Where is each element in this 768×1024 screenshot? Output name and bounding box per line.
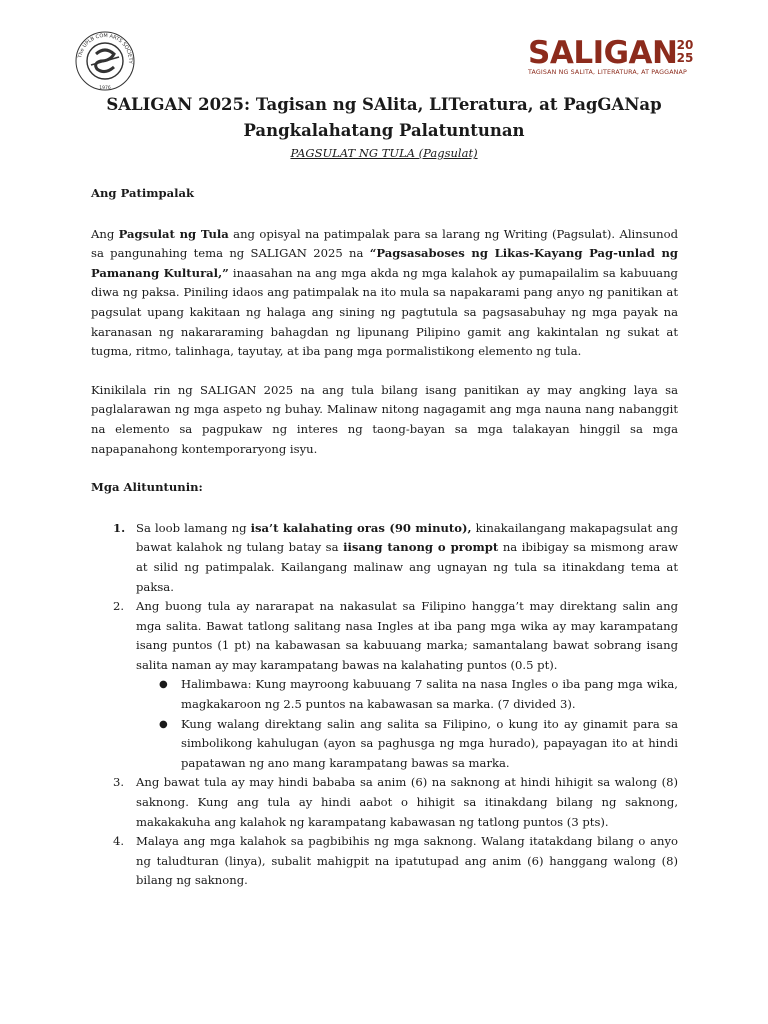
text-run: inaasahan na ang mga akda ng mga kalahok ay pumapailalim sa kabuuang diwa ng paksa. Piniling idaos ang patimpalak na ito mula sa napakarami pang anyo ng panitikan at pagsulat upang kakitaan ng halaga ang sining ng pagtutula sa pagsasabuhay ng mga payak na karanasan ng nakararaming bahagdan ng lipunang Pilipino gamit ang kakintalan ng sukat at tugma, ritmo, talinhaga, tayutay, at iba pang mga pormalistikong elemento ng tula. — [91, 265, 678, 359]
bullet-icon: ● — [159, 679, 168, 691]
list-number: 2. — [113, 599, 125, 614]
list-number: 3. — [113, 775, 125, 790]
bold-text: Pagsulat ng Tula — [118, 226, 229, 241]
rules-list — [91, 519, 678, 891]
document-body — [91, 184, 678, 891]
category-subheading: PAGSULAT NG TULA (Pagsulat) — [290, 146, 478, 160]
text-run: kinakailangang makapagsulat ang bawat kalahok ng tulang batay sa — [136, 520, 678, 555]
sub-list-item — [136, 675, 678, 714]
sub-list-item-text: Kung walang direktang salin ang salita sa Filipino, o kung ito ay ginamit para sa simbolikong kahulugan (ayon sa paghusga ng mga hurado), papayagan ito at hindi papatawan ng ano mang karampatang bawas sa marka. — [181, 716, 678, 770]
bullet-icon: ● — [159, 718, 168, 730]
list-item — [91, 597, 678, 773]
paragraph-second: Kinikilala rin ng SALIGAN 2025 na ang tula bilang isang panitikan ay may angking laya sa paglalarawan ng mga aspeto ng buhay. Malinaw nitong nagagamit ang mga nauna nang nabanggit na elemento sa pagpukaw ng interes ng taong-bayan sa mga talakayan hinggil sa mga napapanahong kontemporaryong isyu. — [91, 382, 678, 456]
saligan-logo-word: SALIGAN — [528, 35, 678, 71]
bold-theme-text: “Pagsasaboses ng Likas-Kayang Pag-unlad ng Pamanang Kultural,” — [91, 246, 678, 280]
list-item — [91, 773, 678, 832]
list-item — [91, 519, 678, 597]
document-subtitle: Pangkalahatang Palatuntunan — [243, 121, 525, 140]
bold-text: iisang tanong o prompt — [343, 540, 499, 555]
list-number: 4. — [113, 834, 125, 849]
sub-list-item-text: Halimbawa: Kung mayroong kabuuang 7 salita na nasa Ingles o iba pang mga wika, magkakaroon ng 2.5 puntos na kabawasan sa marka. (7 divided 3). — [181, 677, 678, 712]
paragraph-intro — [91, 225, 678, 362]
list-item-text: Malaya ang mga kalahok sa pagbibihis ng mga saknong. Walang itatakdang bilang o anyo ng taludturan (linya), subalit mahigpit na ipatutupad ang anim (6) hanggang walong (8) bilang ng saknong. — [136, 834, 678, 888]
list-number: 1. — [113, 520, 126, 535]
seal-year: 1976 — [99, 86, 111, 91]
sub-bullet-list — [136, 675, 678, 773]
section-heading-patimpalak: Ang Patimpalak — [91, 186, 195, 200]
text-run: ang opisyal na patimpalak para sa larang ng Writing (Pagsulat). Alinsunod sa pangunahing tema ng SALIGAN 2025 na — [91, 226, 678, 261]
sub-list-item — [136, 715, 678, 774]
bold-text: isa’t kalahating oras (90 minuto), — [250, 520, 472, 535]
document-title: SALIGAN 2025: Tagisan ng SAlita, LITeratura, at PagGANap — [106, 95, 662, 114]
list-item — [91, 832, 678, 891]
text-run: Sa loob lamang ng — [136, 520, 251, 535]
list-item-text: Ang bawat tula ay may hindi bababa sa anim (6) na saknong at hindi hihigit sa walong (8) saknong. Kung ang tula ay hindi aabot o hihigit sa itinakdang bilang ng saknong, makakakuha ang kalahok ng karampatang kabawasan ng tatlong puntos (3 pts). — [136, 775, 678, 829]
comarts-society-seal-logo — [74, 30, 136, 92]
section-heading-alituntunin: Mga Alituntunin: — [91, 480, 203, 495]
saligan-logo-year — [674, 39, 696, 65]
text-run: Ang — [91, 226, 119, 241]
saligan-logo-tagline: TAGISAN NG SALITA, LITERATURA, AT PAGGANAP — [528, 69, 687, 76]
saligan-logo-year-top: 20 — [676, 38, 694, 52]
list-item-text: Ang buong tula ay nararapat na nakasulat sa Filipino hangga’t may direktang salin ang mga salita. Bawat tatlong salitang nasa Ingles at iba pang mga wika ay may karampatang isang puntos (1 pt) na kabawasan sa kabuuang marka; samantalang bawat sobrang isang salita naman ay may karampatang bawas na kalahating puntos (0.5 pt). — [136, 599, 678, 672]
saligan-logo — [528, 36, 700, 82]
text-run: na ibibigay sa mismong araw at silid ng patimpalak. Kailangang malinaw ang ugnayan ng tula sa itinakdang tema at paksa. — [136, 540, 678, 594]
saligan-logo-year-bottom: 25 — [676, 51, 694, 65]
seal-ring-text: The UPLB COM ARTS SOCIETY — [77, 32, 134, 64]
